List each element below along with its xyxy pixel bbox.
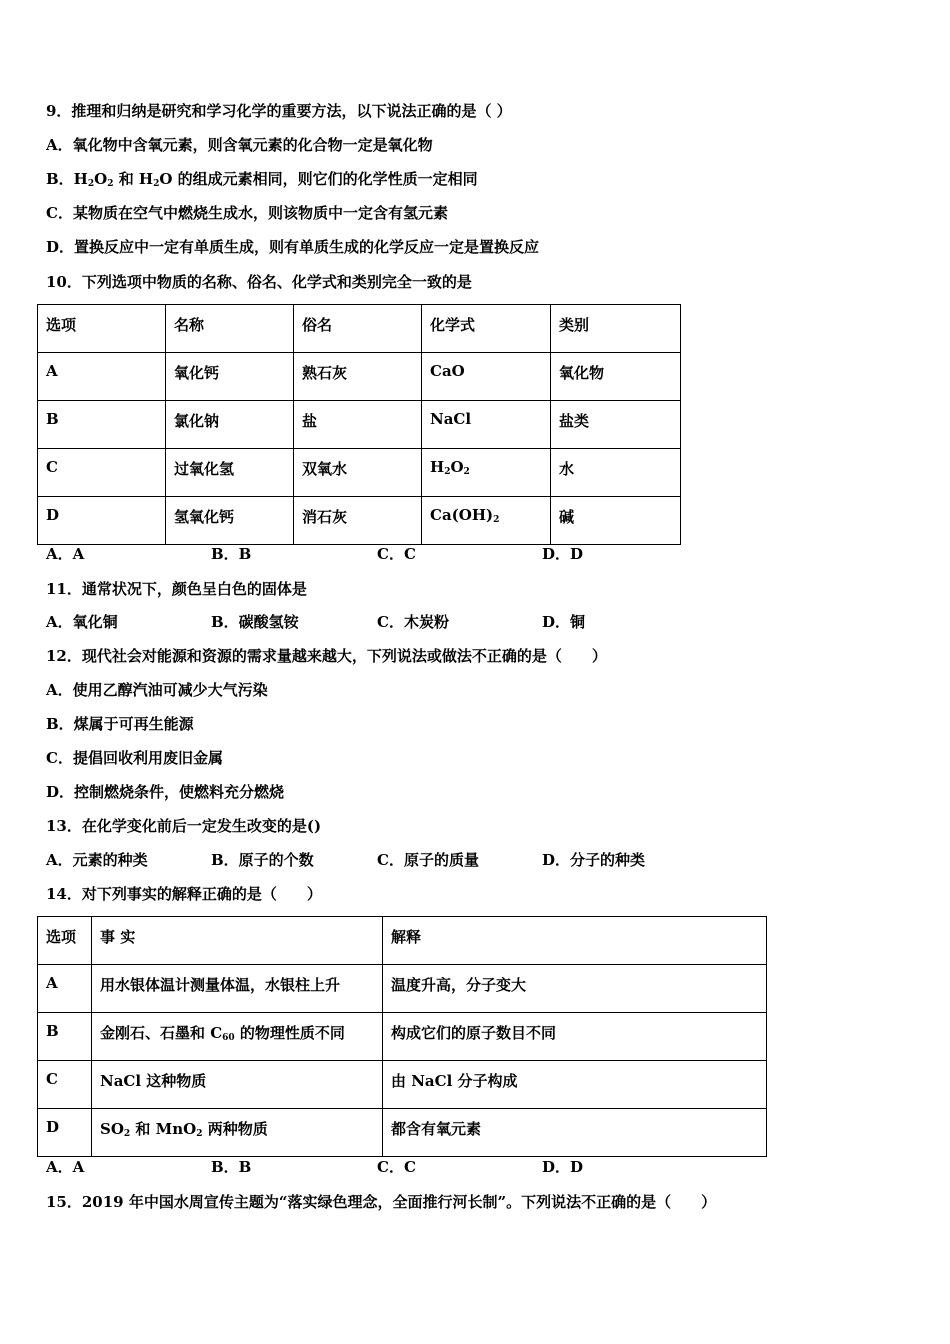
table-cell: 碱 [551, 497, 681, 545]
table-cell: 温度升高，分子变大 [383, 965, 767, 1013]
q9-option-c: C．某物质在空气中燃烧生成水，则该物质中一定含有氢元素 [46, 204, 448, 222]
table-cell: C [38, 1061, 92, 1109]
q12-option-d: D．控制燃烧条件，使燃料充分燃烧 [46, 783, 285, 801]
q10-option-b: B．B [211, 545, 252, 563]
table-cell: 都含有氧元素 [383, 1109, 767, 1157]
table-row [38, 497, 681, 545]
table-cell: NaCl [422, 401, 551, 449]
table-cell: A [38, 965, 92, 1013]
table-cell-formula: $H_2O_2$ [422, 449, 551, 497]
q14-table-header [38, 917, 767, 965]
q10-option-a: A．A [46, 545, 85, 563]
table-header-cell: 化学式 [422, 305, 551, 353]
q13-stem: 13．在化学变化前后一定发生改变的是() [46, 817, 322, 835]
table-row [38, 1013, 767, 1061]
table-cell: C [38, 449, 166, 497]
q15-stem: 15．2019 年中国水周宣传主题为“落实绿色理念，全面推行河长制”。下列说法不正确的是（ ） [46, 1193, 717, 1211]
table-row [38, 401, 681, 449]
q14-table [37, 916, 767, 1157]
table-cell: 双氧水 [294, 449, 422, 497]
q11-option-a: A．氧化铜 [46, 613, 118, 631]
table-cell-fact: 金刚石、石墨和 $C_{60}$ 的物理性质不同 [92, 1013, 383, 1061]
q13-option-d: D．分子的种类 [542, 851, 646, 869]
q11-option-d: D．铜 [542, 613, 586, 631]
table-cell: 过氧化氢 [166, 449, 294, 497]
table-cell: CaO [422, 353, 551, 401]
table-cell: 氧化钙 [166, 353, 294, 401]
q12-option-c: C．提倡回收利用废旧金属 [46, 749, 223, 767]
table-cell: 氧化物 [551, 353, 681, 401]
q9-option-d: D．置换反应中一定有单质生成，则有单质生成的化学反应一定是置换反应 [46, 238, 540, 256]
q12-option-a: A．使用乙醇汽油可减少大气污染 [46, 681, 268, 699]
table-cell-fact: $SO_2$ 和 MnO$_2$ 两种物质 [92, 1109, 383, 1157]
q14-stem: 14．对下列事实的解释正确的是（ ） [46, 885, 322, 903]
q10-table [37, 304, 681, 545]
table-row [38, 353, 681, 401]
q9-stem: 9．推理和归纳是研究和学习化学的重要方法，以下说法正确的是（ ） [46, 102, 512, 120]
table-cell: D [38, 497, 166, 545]
q13-option-c: C．原子的质量 [377, 851, 479, 869]
q10-table-header [38, 305, 681, 353]
q12-stem: 12．现代社会对能源和资源的需求量越来越大，下列说法或做法不正确的是（ ） [46, 647, 607, 665]
q13-option-a: A．元素的种类 [46, 851, 148, 869]
q14-option-a: A．A [46, 1158, 85, 1176]
table-cell: 氢氧化钙 [166, 497, 294, 545]
table-header-cell: 选项 [38, 305, 166, 353]
table-cell-formula: $Ca(OH)_2$ [422, 497, 551, 545]
q9-option-a: A．氧化物中含氧元素，则含氧元素的化合物一定是氧化物 [46, 136, 433, 154]
q14-option-c: C．C [377, 1158, 416, 1176]
q11-option-c: C．木炭粉 [377, 613, 449, 631]
table-cell: 熟石灰 [294, 353, 422, 401]
table-cell: A [38, 353, 166, 401]
table-header-cell: 选项 [38, 917, 92, 965]
table-cell: 氯化钠 [166, 401, 294, 449]
table-cell: 构成它们的原子数目不同 [383, 1013, 767, 1061]
table-cell: 水 [551, 449, 681, 497]
table-row [38, 965, 767, 1013]
table-header-cell: 解释 [383, 917, 767, 965]
table-cell: B [38, 401, 166, 449]
q12-option-b: B．煤属于可再生能源 [46, 715, 194, 733]
table-row [38, 1061, 767, 1109]
table-row [38, 449, 681, 497]
q10-option-d: D．D [542, 545, 584, 563]
table-cell: 用水银体温计测量体温，水银柱上升 [92, 965, 383, 1013]
table-cell: B [38, 1013, 92, 1061]
q9-option-b: B．$H_2O_2$ 和 $H_2O$ 的组成元素相同，则它们的化学性质一定相同 [46, 170, 478, 189]
table-cell: 消石灰 [294, 497, 422, 545]
table-row [38, 1109, 767, 1157]
q13-option-b: B．原子的个数 [211, 851, 314, 869]
q11-option-b: B．碳酸氢铵 [211, 613, 299, 631]
table-header-cell: 类别 [551, 305, 681, 353]
table-cell: 盐类 [551, 401, 681, 449]
q11-stem: 11．通常状况下，颜色呈白色的固体是 [46, 580, 307, 598]
table-cell: D [38, 1109, 92, 1157]
table-header-cell: 俗名 [294, 305, 422, 353]
table-cell: 盐 [294, 401, 422, 449]
q10-option-c: C．C [377, 545, 416, 563]
q14-option-b: B．B [211, 1158, 252, 1176]
table-header-cell: 名称 [166, 305, 294, 353]
q14-option-d: D．D [542, 1158, 584, 1176]
table-header-cell: 事 实 [92, 917, 383, 965]
table-cell: 由 NaCl 分子构成 [383, 1061, 767, 1109]
table-cell: NaCl 这种物质 [92, 1061, 383, 1109]
q10-stem: 10．下列选项中物质的名称、俗名、化学式和类别完全一致的是 [46, 273, 472, 291]
